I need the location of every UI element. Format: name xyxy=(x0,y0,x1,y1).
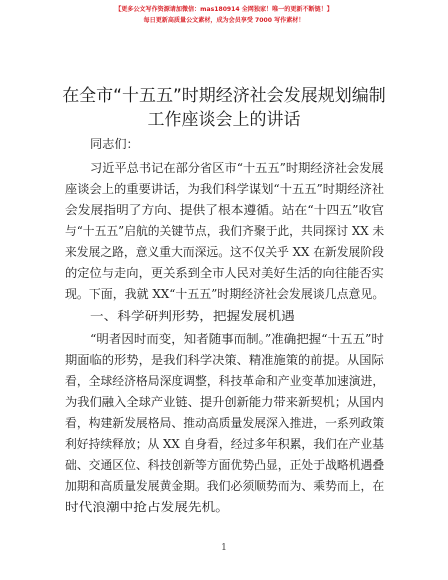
paragraph-line: 与“十五五”启航的关键节点，我们齐聚于此，共同探讨 XX 未 xyxy=(65,224,385,238)
paragraph-line: 础、交通区位、科技创新等方面优势凸显，正处于战略机遇叠 xyxy=(65,458,385,472)
paragraph-line: 加期和高质量发展黄金期。我们必须顺势而为、乘势而上，在 xyxy=(65,479,385,493)
paragraph-line: 看，构建新发展格局、推动高质量发展深入推进，一系列政策 xyxy=(65,416,385,430)
paragraph-line: 习近平总书记在部分省区市“十五五”时期经济社会发展 xyxy=(90,161,384,175)
promo-banner-line-2: 每日更新高质量公文素材，成为会员享受 7000 写作素材！ xyxy=(143,17,305,24)
paragraph-line: 的定位与走向，更关系到全市人民对美好生活的向往能否实 xyxy=(65,266,384,280)
paragraph-line: “明者因时而变，知者随事而制。”准确把握“十五五”时 xyxy=(90,332,384,346)
paragraph-line: 座谈会上的重要讲话，为我们科学谋划“十五五”时期经济社 xyxy=(65,182,385,196)
paragraph-line: 现。下面，我就 XX“十五五”时期经济社会发展谈几点意见。 xyxy=(65,287,385,301)
paragraph-line: 利好持续释放；从 XX 自身看，经过多年积累，我们在产业基 xyxy=(65,437,384,451)
promo-banner-line-1: 【更多公文写作资源请加微信：mas180914 全网独家！唯一的更新不断链！】 xyxy=(115,6,333,13)
salutation: 同志们： xyxy=(90,137,139,151)
document-title xyxy=(0,84,448,132)
promo-banner xyxy=(0,4,448,26)
document-title-line-1: 在全市“十五五”时期经济社会发展规划编制 xyxy=(62,86,386,106)
paragraph-line: 会发展指明了方向、提供了根本遵循。站在“十四五”收官 xyxy=(65,203,384,217)
section-heading-text: 一、科学研判形势，把握发展机遇 xyxy=(90,309,295,323)
paragraph-line: 为我们融入全球产业链、提升创新能力带来新契机；从国内 xyxy=(65,395,384,409)
page-number: 1 xyxy=(221,543,227,553)
paragraph-line: 来发展之路，意义重大而深远。这不仅关乎 XX 在新发展阶段 xyxy=(65,245,384,259)
paragraph-line: 看，全球经济格局深度调整，科技革命和产业变革加速演进， xyxy=(65,374,385,388)
paragraph-line: 时代浪潮中抢占发展先机。 xyxy=(65,500,229,514)
document-title-line-2: 工作座谈会上的讲话 xyxy=(147,110,301,130)
paragraph-line: 期面临的形势，是我们科学决策、精准施策的前提。从国际 xyxy=(65,353,384,367)
